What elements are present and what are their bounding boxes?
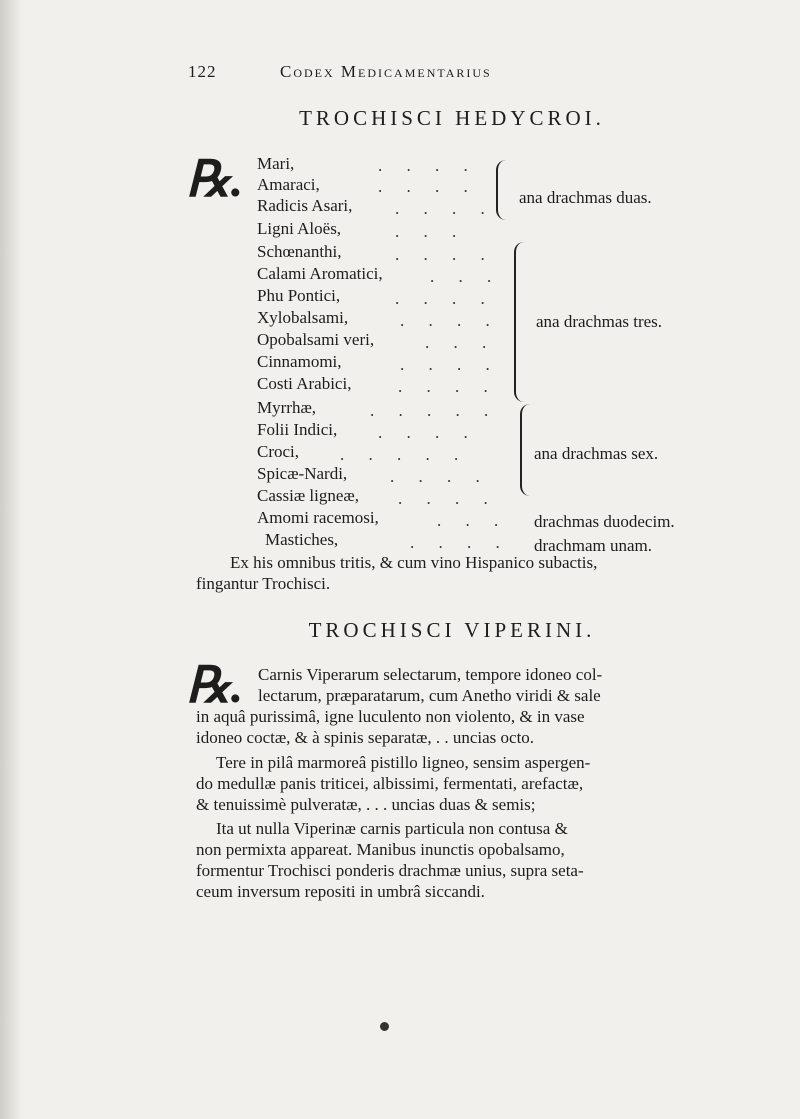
leader-dots: . . . . [395, 199, 495, 218]
leader-dots: . . . . [398, 489, 498, 508]
paragraph-3 [196, 818, 726, 902]
text-line: fingantur Trochisci. [196, 574, 331, 593]
single-dose: drachmas duodecim. [534, 512, 675, 531]
text-line: idoneo coctæ, & à spinis separatæ, . . uncias octo. [196, 728, 535, 747]
leader-dots: . . . . [400, 355, 500, 374]
page-edge-shadow [0, 0, 22, 1119]
instruction-text [196, 552, 716, 594]
paragraph-1-head [258, 664, 728, 706]
leader-dots: . . . [425, 333, 497, 352]
ingredient-item: Cinnamomi, [257, 352, 342, 371]
text-line: in aquâ purissimâ, igne luculento non violento, & in vase [196, 707, 585, 726]
text-line: lectarum, præparatarum, cum Anetho viridi & sale [258, 686, 601, 705]
group-dose: ana drachmas tres. [536, 312, 663, 331]
recipe-symbol: ℞. [186, 151, 244, 207]
leader-dots: . . . . [390, 467, 490, 486]
single-dose: drachmam unam. [534, 536, 653, 555]
paragraph-2 [196, 752, 726, 815]
group-brace [514, 242, 526, 402]
text-line: non permixta appareat. Manibus inunctis opobalsamo, [196, 840, 565, 859]
text-line: Ita ut nulla Viperinæ carnis particula non contusa & [216, 819, 568, 838]
leader-dots: . . . . [395, 245, 495, 264]
text-line: Tere in pilâ marmoreâ pistillo ligneo, sensim aspergen- [216, 753, 591, 772]
leader-dots: . . . [395, 222, 467, 241]
text-line: ceum inversum repositi in umbrâ siccandi. [196, 882, 485, 901]
ingredient-item: Schœnanthi, [257, 242, 342, 261]
section-title-hedycroi: TROCHISCI HEDYCROI. [299, 106, 605, 130]
group-dose: ana drachmas sex. [534, 444, 659, 463]
group-brace [520, 404, 532, 496]
ingredient-item: Calami Aromatici, [257, 264, 383, 283]
ingredient-item: Mari, [257, 154, 295, 173]
ingredient-item: Costi Arabici, [257, 374, 352, 393]
ingredient-item: Xylobalsami, [257, 308, 349, 327]
page-header [188, 62, 628, 86]
text-line: Carnis Viperarum selectarum, tempore idoneo col- [258, 665, 603, 684]
recipe-symbol: ℞. [186, 657, 244, 713]
leader-dots: . . . . [378, 423, 478, 442]
leader-dots: . . . . [398, 377, 498, 396]
group-brace [496, 160, 508, 220]
ingredient-item: Amaraci, [257, 175, 320, 194]
ingredient-item: Folii Indici, [257, 420, 338, 439]
leader-dots: . . . [437, 511, 509, 530]
leader-dots: . . . . . [340, 445, 469, 464]
leader-dots: . . . . [395, 289, 495, 308]
ingredient-item: Ligni Aloës, [257, 219, 342, 238]
running-head: Codex Medicamentarius [280, 62, 492, 81]
section-title-viperini: TROCHISCI VIPERINI. [308, 618, 596, 642]
ingredient-item: Myrrhæ, [257, 398, 317, 417]
ingredient-item: Mastiches, [265, 530, 339, 549]
leader-dots: . . . . [378, 177, 478, 196]
text-line: do medullæ panis triticei, albissimi, fermentati, arefactæ, [196, 774, 584, 793]
text-line: Ex his omnibus tritis, & cum vino Hispanico subactis, [230, 553, 598, 572]
paragraph-1-body [196, 706, 726, 748]
ingredient-item: Croci, [257, 442, 300, 461]
ingredient-item: Opobalsami veri, [257, 330, 375, 349]
page-number: 122 [188, 62, 217, 81]
leader-dots: . . . . [410, 533, 510, 552]
ingredient-item: Radicis Asari, [257, 196, 353, 215]
ingredient-item: Spicæ-Nardi, [257, 464, 348, 483]
leader-dots: . . . . [400, 311, 500, 330]
leader-dots: . . . [430, 267, 502, 286]
text-line: formentur Trochisci ponderis drachmæ unius, supra seta- [196, 861, 584, 880]
ingredient-item: Phu Pontici, [257, 286, 341, 305]
ingredient-item: Cassiæ ligneæ, [257, 486, 360, 505]
leader-dots: . . . . . [370, 401, 499, 420]
page-ornament-dot [380, 1022, 389, 1031]
group-dose: ana drachmas duas. [519, 188, 652, 207]
ingredient-item: Amomi racemosi, [257, 508, 379, 527]
text-line: & tenuissimè pulveratæ, . . . uncias duas & semis; [196, 795, 536, 814]
leader-dots: . . . . [378, 156, 478, 175]
